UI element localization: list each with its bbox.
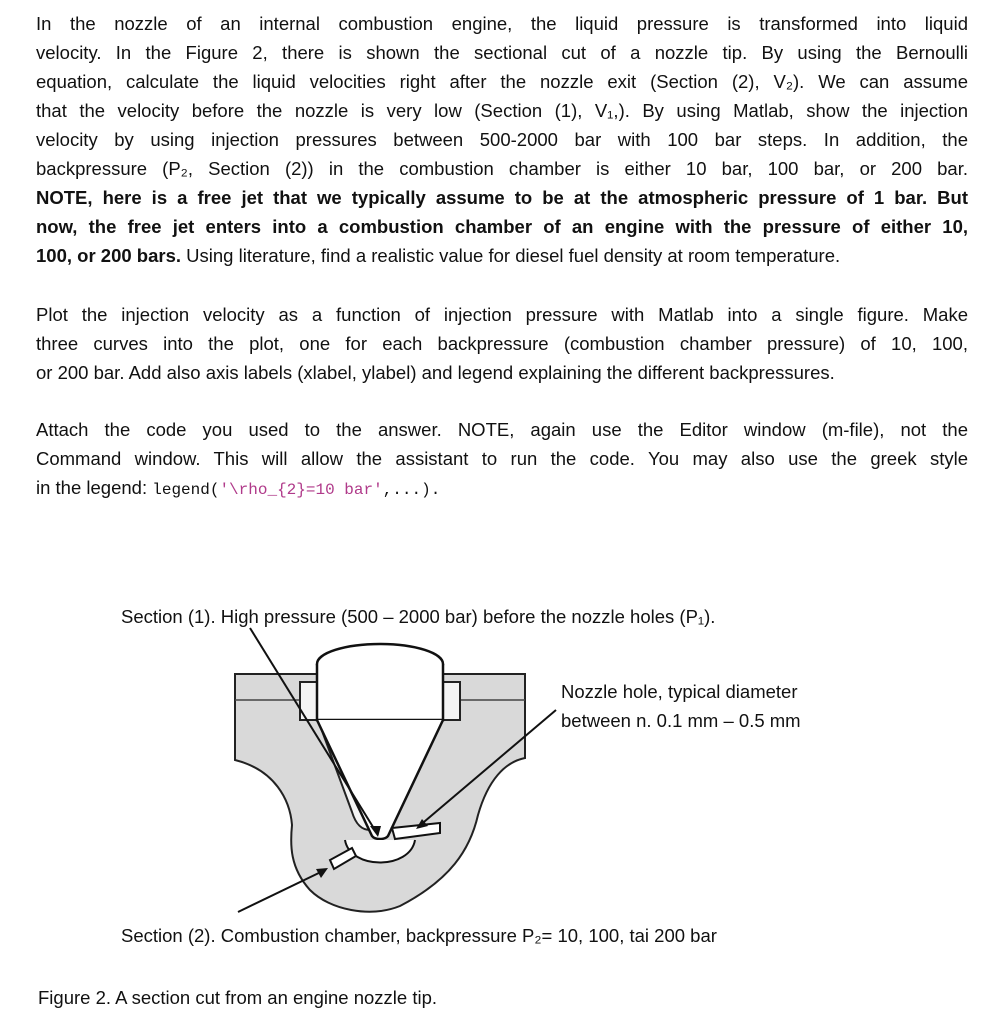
figure-caption: Figure 2. A section cut from an engine nozzle tip. — [38, 987, 438, 1008]
code-function: legend( — [152, 481, 220, 499]
text-line: velocity. In the Figure 2, there is shown the sectional cut of a nozzle tip. By using the Bernoulli — [36, 42, 968, 63]
text-line: Plot the injection velocity as a function of injection pressure with Matlab into a single figure. Make — [36, 304, 968, 325]
paragraph-plot-instructions — [36, 300, 968, 387]
note-line: NOTE, here is a free jet that we typically assume to be at the atmospheric pressure of 1 bar. But — [36, 187, 968, 208]
text-line: three curves into the plot, one for each backpressure (combustion chamber pressure) of 10, 100, — [36, 333, 968, 354]
note-end: 100, or 200 bars. — [36, 245, 182, 266]
text-segment: Using literature, find a realistic value for diesel fuel density at room temperature. — [181, 245, 841, 266]
nozzle-hole-label-line2: between n. 0.1 mm – 0.5 mm — [561, 710, 801, 731]
text-line — [36, 473, 968, 505]
section1-label: Section (1). High pressure (500 – 2000 bar) before the nozzle holes (P₁). — [121, 606, 716, 627]
paragraph-task-description — [36, 9, 968, 270]
note-line: now, the free jet enters into a combustion chamber of an engine with the pressure of either 10, — [36, 216, 968, 237]
paragraph-code-instructions — [36, 415, 968, 505]
nozzle-diagram — [0, 600, 997, 930]
code-snippet — [152, 481, 440, 499]
text-line: Attach the code you used to the answer. NOTE, again use the Editor window (m-file), not the — [36, 419, 968, 440]
text-line: velocity by using injection pressures between 500-2000 bar with 100 bar steps. In addition, the — [36, 129, 968, 150]
text-line: that the velocity before the nozzle is very low (Section (1), V₁,). By using Matlab, show the injection — [36, 100, 968, 121]
text-line — [36, 241, 968, 270]
text-segment: in the legend: — [36, 477, 153, 498]
text-line: backpressure (P₂, Section (2)) in the combustion chamber is either 10 bar, 100 bar, or 200 bar. — [36, 158, 968, 179]
nozzle-hole-label-line1: Nozzle hole, typical diameter — [561, 681, 798, 702]
code-end: ,...). — [382, 481, 441, 499]
text-line: or 200 bar. Add also axis labels (xlabel, ylabel) and legend explaining the different backpressures. — [36, 362, 835, 383]
text-line: In the nozzle of an internal combustion engine, the liquid pressure is transformed into liquid — [36, 13, 968, 34]
text-line: equation, calculate the liquid velocities right after the nozzle exit (Section (2), V₂). We can assume — [36, 71, 968, 92]
text-line: Command window. This will allow the assistant to run the code. You may also use the greek style — [36, 448, 968, 469]
section2-label: Section (2). Combustion chamber, backpressure P₂= 10, 100, tai 200 bar — [121, 925, 717, 946]
code-string: '\rho_{2}=10 bar' — [219, 481, 383, 499]
needle-body — [317, 664, 443, 720]
